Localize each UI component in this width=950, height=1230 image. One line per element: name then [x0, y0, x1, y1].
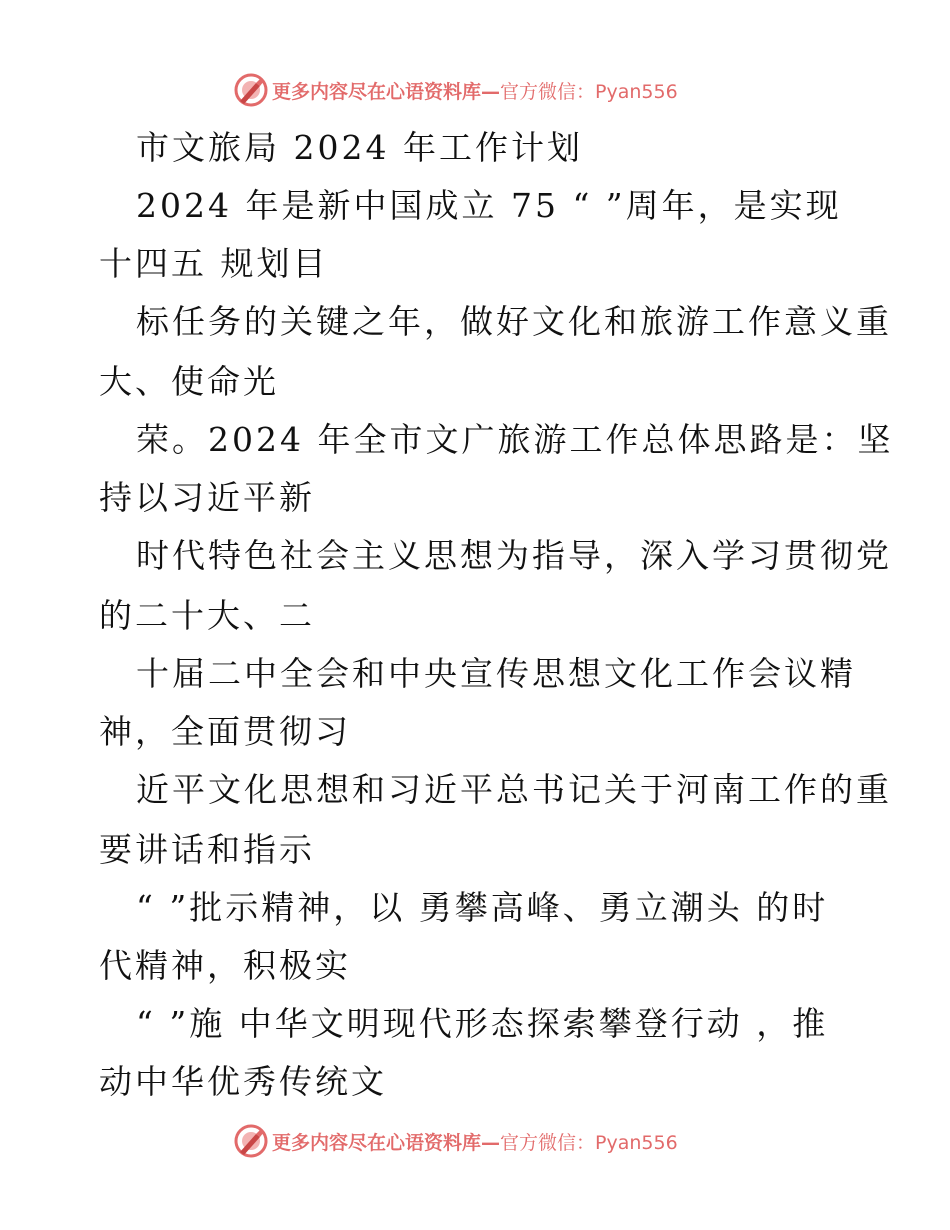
pen-logo-icon: [234, 1124, 268, 1158]
paragraph-line: 动中华优秀传统文: [99, 1062, 387, 1101]
paragraph-line: 标任务的关键之年，做好文化和旅游工作意义重: [136, 302, 892, 341]
watermark-site-text: 更多内容尽在心语资料库—: [272, 80, 501, 103]
paragraph-line: 时代特色社会主义思想为指导，深入学习贯彻党: [136, 536, 892, 575]
paragraph-line: 要讲话和指示: [99, 830, 315, 869]
paragraph-line: 持以习近平新: [99, 478, 315, 517]
watermark-text: [272, 77, 678, 104]
header-watermark: [234, 70, 678, 110]
watermark-wechat-id: Pyan556: [595, 80, 678, 103]
watermark-text: [272, 1128, 678, 1155]
paragraph-line: 十届二中全会和中央宣传思想文化工作会议精: [136, 654, 856, 693]
footer-watermark: [234, 1121, 678, 1161]
paragraph-line: 2024 年是新中国成立 75 “ ”周年，是实现: [136, 186, 842, 225]
watermark-wechat-label: 官方微信：: [500, 1131, 596, 1154]
paragraph-line: 荣。2024 年全市文广旅游工作总体思路是：坚: [136, 420, 894, 459]
paragraph-line: 大、使命光: [99, 362, 279, 401]
paragraph-line: 十四五 规划目: [99, 244, 329, 283]
paragraph-line: “ ”施 中华文明现代形态探索攀登行动 ，推: [136, 1004, 829, 1043]
paragraph-line: “ ”批示精神，以 勇攀高峰、勇立潮头 的时: [136, 888, 829, 927]
paragraph-line: 神，全面贯彻习: [99, 712, 351, 751]
watermark-wechat-label: 官方微信：: [500, 80, 596, 103]
watermark-site-text: 更多内容尽在心语资料库—: [272, 1131, 501, 1154]
watermark-wechat-id: Pyan556: [595, 1131, 678, 1154]
paragraph-line: 的二十大、二: [99, 596, 315, 635]
pen-logo-icon: [234, 73, 268, 107]
paragraph-line: 近平文化思想和习近平总书记关于河南工作的重: [136, 770, 892, 809]
paragraph-line: 代精神，积极实: [99, 946, 351, 985]
document-title: 市文旅局 2024 年工作计划: [136, 128, 583, 167]
